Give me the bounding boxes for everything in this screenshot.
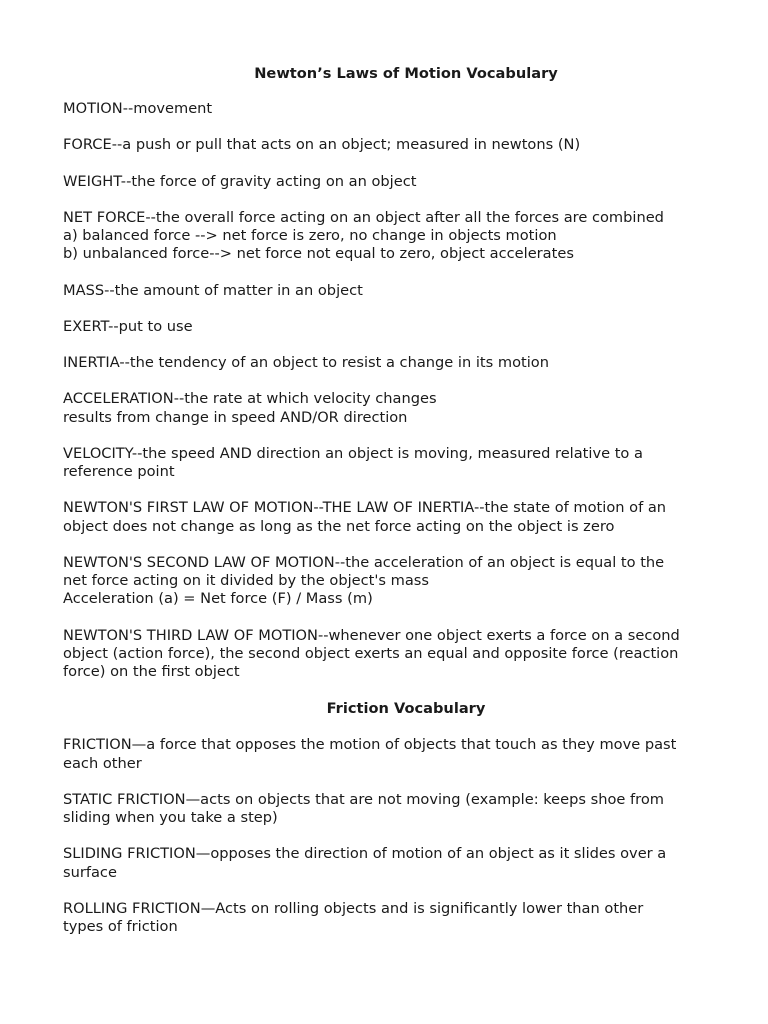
vocab-entry-net-force: NET FORCE--the overall force acting on an object after all the forces are combined a) balanced force --> net force is zero, no change in objects motion b) unbalanced force--> net force not equal to zero, object accelerates	[63, 208, 664, 263]
vocab-entry-motion: MOTION--movement	[63, 100, 213, 117]
vocab-entry-velocity: VELOCITY--the speed AND direction an object is moving, measured relative to a reference point	[63, 444, 643, 481]
vocab-entry-second-law: NEWTON'S SECOND LAW OF MOTION--the acceleration of an object is equal to the net force acting on it divided by the object's mass Acceleration (a) = Net force (F) / Mass (m)	[63, 553, 665, 608]
vocab-entry-acceleration: ACCELERATION--the rate at which velocity changes results from change in speed AND/OR direction	[63, 390, 437, 426]
vocab-entry-first-law: NEWTON'S FIRST LAW OF MOTION--THE LAW OF INERTIA--the state of motion of an object does not change as long as the net force acting on the object is zero	[63, 499, 667, 535]
vocab-entry-friction: FRICTION—a force that opposes the motion of objects that touch as they move past each other	[63, 736, 677, 772]
vocab-entry-mass: MASS--the amount of matter in an object	[63, 281, 363, 299]
vocab-entry-rolling-friction: ROLLING FRICTION—Acts on rolling objects and is significantly lower than other types of friction	[63, 899, 644, 936]
vocab-entry-third-law: NEWTON'S THIRD LAW OF MOTION--whenever one object exerts a force on a second object (action force), the second object exerts an equal and opposite force (reaction force) on the first object	[63, 626, 680, 681]
vocab-entry-inertia: INERTIA--the tendency of an object to resist a change in its motion	[63, 354, 549, 372]
vocab-entry-static-friction: STATIC FRICTION—acts on objects that are not moving (example: keeps shoe from sliding when you take a step)	[63, 790, 665, 827]
friction-section-title: Friction Vocabulary	[326, 700, 486, 718]
vocab-entry-exert: EXERT--put to use	[63, 317, 193, 335]
vocab-entry-sliding-friction: SLIDING FRICTION—opposes the direction of motion of an object as it slides over a surface	[63, 845, 667, 881]
vocab-entry-weight: WEIGHT--the force of gravity acting on an object	[63, 172, 417, 190]
vocab-entry-force: FORCE--a push or pull that acts on an object; measured in newtons (N)	[63, 136, 581, 154]
document-title: Newton’s Laws of Motion Vocabulary	[254, 65, 558, 82]
document-page	[63, 64, 713, 954]
